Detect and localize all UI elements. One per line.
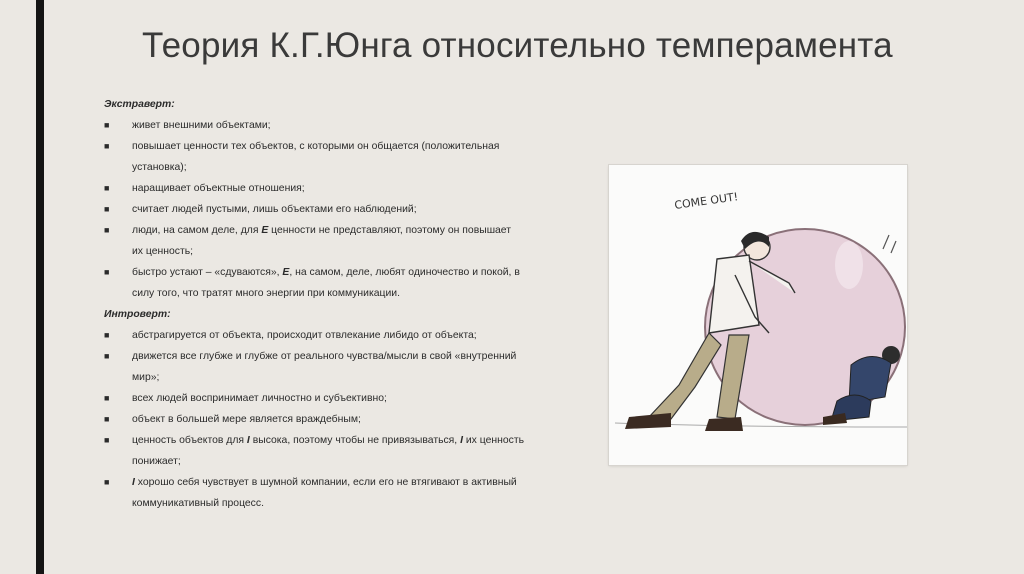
emphasis-letter: Е [261,225,269,236]
left-accent-bar [36,0,44,574]
bullet-icon: ■ [104,120,110,130]
item-text: , на самом, деле, любят одиночество и покой, в силу того, что тратят много энергии при коммуникации. [132,267,520,299]
item-text: повышает ценности тех объектов, с которыми он общается (положительная установка); [132,141,500,173]
extravert-list [104,115,524,304]
list-item [104,346,524,388]
item-text: абстрагируется от объекта, происходит отвлекание либидо от объекта; [132,330,477,341]
emphasis-letter: I [246,435,250,446]
item-text: высока, поэтому чтобы не привязываться, [249,435,461,446]
bullet-icon: ■ [104,183,110,193]
list-item [104,409,524,430]
list-item [104,472,524,514]
come-out-caption: COME OUT! [673,190,739,212]
cartoon-drawing [609,165,907,465]
emphasis-letter: Е [282,267,290,278]
bullet-icon: ■ [104,330,110,340]
list-item [104,136,524,178]
bullet-icon: ■ [104,225,110,235]
bullet-icon: ■ [104,435,110,445]
bullet-icon: ■ [104,477,110,487]
ball-highlight [835,241,863,289]
item-text: объект в большей мере является враждебным; [132,414,361,425]
list-item [104,220,524,262]
item-text: движется все глубже и глубже от реального чувства/мысли в свой «внутренний мир»; [132,351,517,383]
item-text: хорошо себя чувствует в шумной компании, если его не втягивают в активный коммуникативный процесс. [132,477,517,509]
bullet-icon: ■ [104,351,110,361]
cartoon-illustration [609,165,907,465]
text-content [104,94,524,514]
item-text: считает людей пустыми, лишь объектами его наблюдений; [132,204,417,215]
bullet-icon: ■ [104,204,110,214]
slide-title: Теория К.Г.Юнга относительно темперамента [142,26,893,65]
list-item [104,115,524,136]
list-item [104,262,524,304]
introvert-list [104,325,524,514]
motion-lines-icon [883,235,896,253]
list-item [104,388,524,409]
item-text: люди, на самом деле, для [132,225,262,236]
item-text: быстро устают – «сдуваются», [132,267,283,278]
extravert-heading: Экстраверт: [104,99,175,110]
emphasis-letter: I [460,435,463,446]
item-text: наращивает объектные отношения; [132,183,305,194]
emphasis-letter: I [132,477,135,488]
bullet-icon: ■ [104,141,110,151]
item-text: живет внешними объектами; [132,120,271,131]
list-item [104,325,524,346]
introvert-heading: Интроверт: [104,309,171,320]
item-text: ценность объектов для [132,435,247,446]
bullet-icon: ■ [104,393,110,403]
bullet-icon: ■ [104,414,110,424]
list-item [104,430,524,472]
list-item [104,178,524,199]
item-text: всех людей воспринимает личностно и субъективно; [132,393,387,404]
item-text: их ценность понижает; [132,435,524,467]
bullet-icon: ■ [104,267,110,277]
item-text: ценности не представляют, поэтому он повышает их ценность; [132,225,511,257]
list-item [104,199,524,220]
